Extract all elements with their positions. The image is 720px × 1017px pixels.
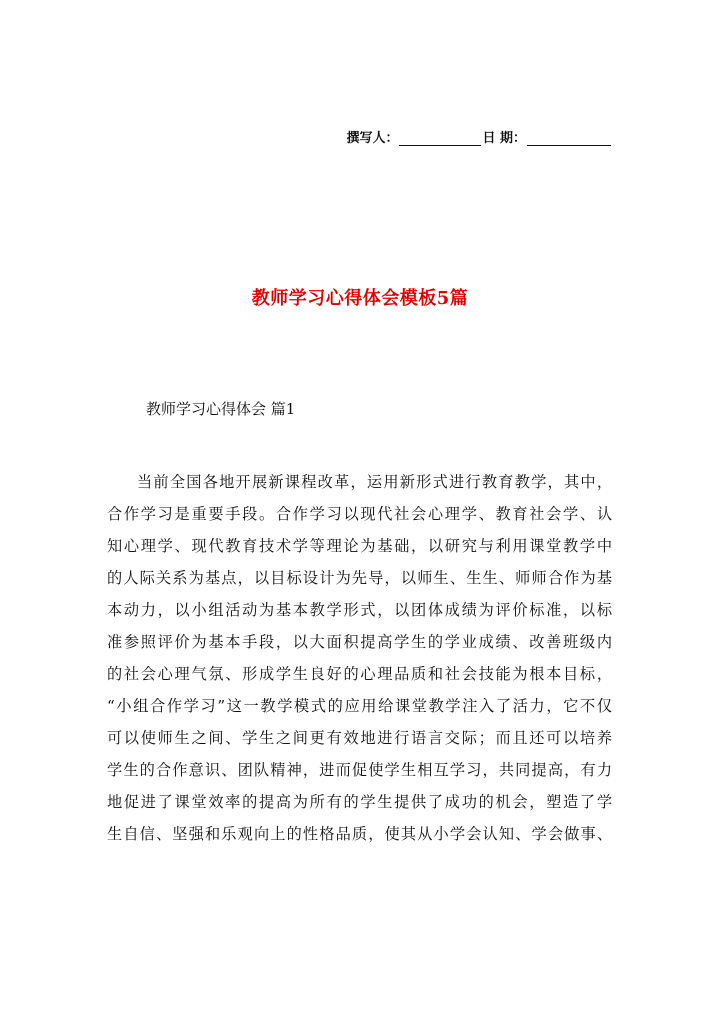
- paragraph-line: 的人际关系为基点，以目标设计为先导，以师生、生生、师师合作为基: [107, 569, 612, 587]
- paragraph-line: 合作学习是重要手段。合作学习以现代社会心理学、教育社会学、认: [107, 505, 612, 523]
- paragraph-line: “小组合作学习”这一教学模式的应用给课堂教学注入了活力，它不仅: [107, 697, 612, 715]
- paragraph-line: 学生的合作意识、团队精神，进而促使学生相互学习，共同提高，有力: [107, 761, 612, 779]
- author-blank-line: [399, 131, 481, 146]
- author-date-line: [346, 127, 612, 146]
- paragraph-line: 生自信、坚强和乐观向上的性格品质，使其从小学会认知、学会做事、: [107, 825, 612, 843]
- paragraph-line: 当前全国各地开展新课程改革，运用新形式进行教育教学，其中，: [137, 473, 612, 491]
- section-heading: 教师学习心得体会 篇1: [146, 400, 296, 418]
- date-blank-line: [527, 131, 611, 146]
- paragraph-line: 准参照评价为基本手段，以大面积提高学生的学业成绩、改善班级内: [107, 633, 612, 651]
- author-label: 撰写人：: [346, 131, 399, 146]
- body-paragraph: [107, 466, 612, 850]
- paragraph-line: 知心理学、现代教育技术学等理论为基础，以研究与利用课堂教学中: [107, 537, 612, 555]
- paragraph-line: 地促进了课堂效率的提高为所有的学生提供了成功的机会，塑造了学: [107, 793, 612, 811]
- paragraph-line: 的社会心理气氛、形成学生良好的心理品质和社会技能为根本目标，: [107, 665, 612, 683]
- paragraph-line: 本动力，以小组活动为基本教学形式，以团体成绩为评价标准，以标: [107, 601, 612, 619]
- paragraph-line: 可以使师生之间、学生之间更有效地进行语言交际；而且还可以培养: [107, 729, 612, 747]
- document-title: 教师学习心得体会模板5篇: [251, 288, 469, 309]
- date-label: 日 期：: [482, 131, 526, 146]
